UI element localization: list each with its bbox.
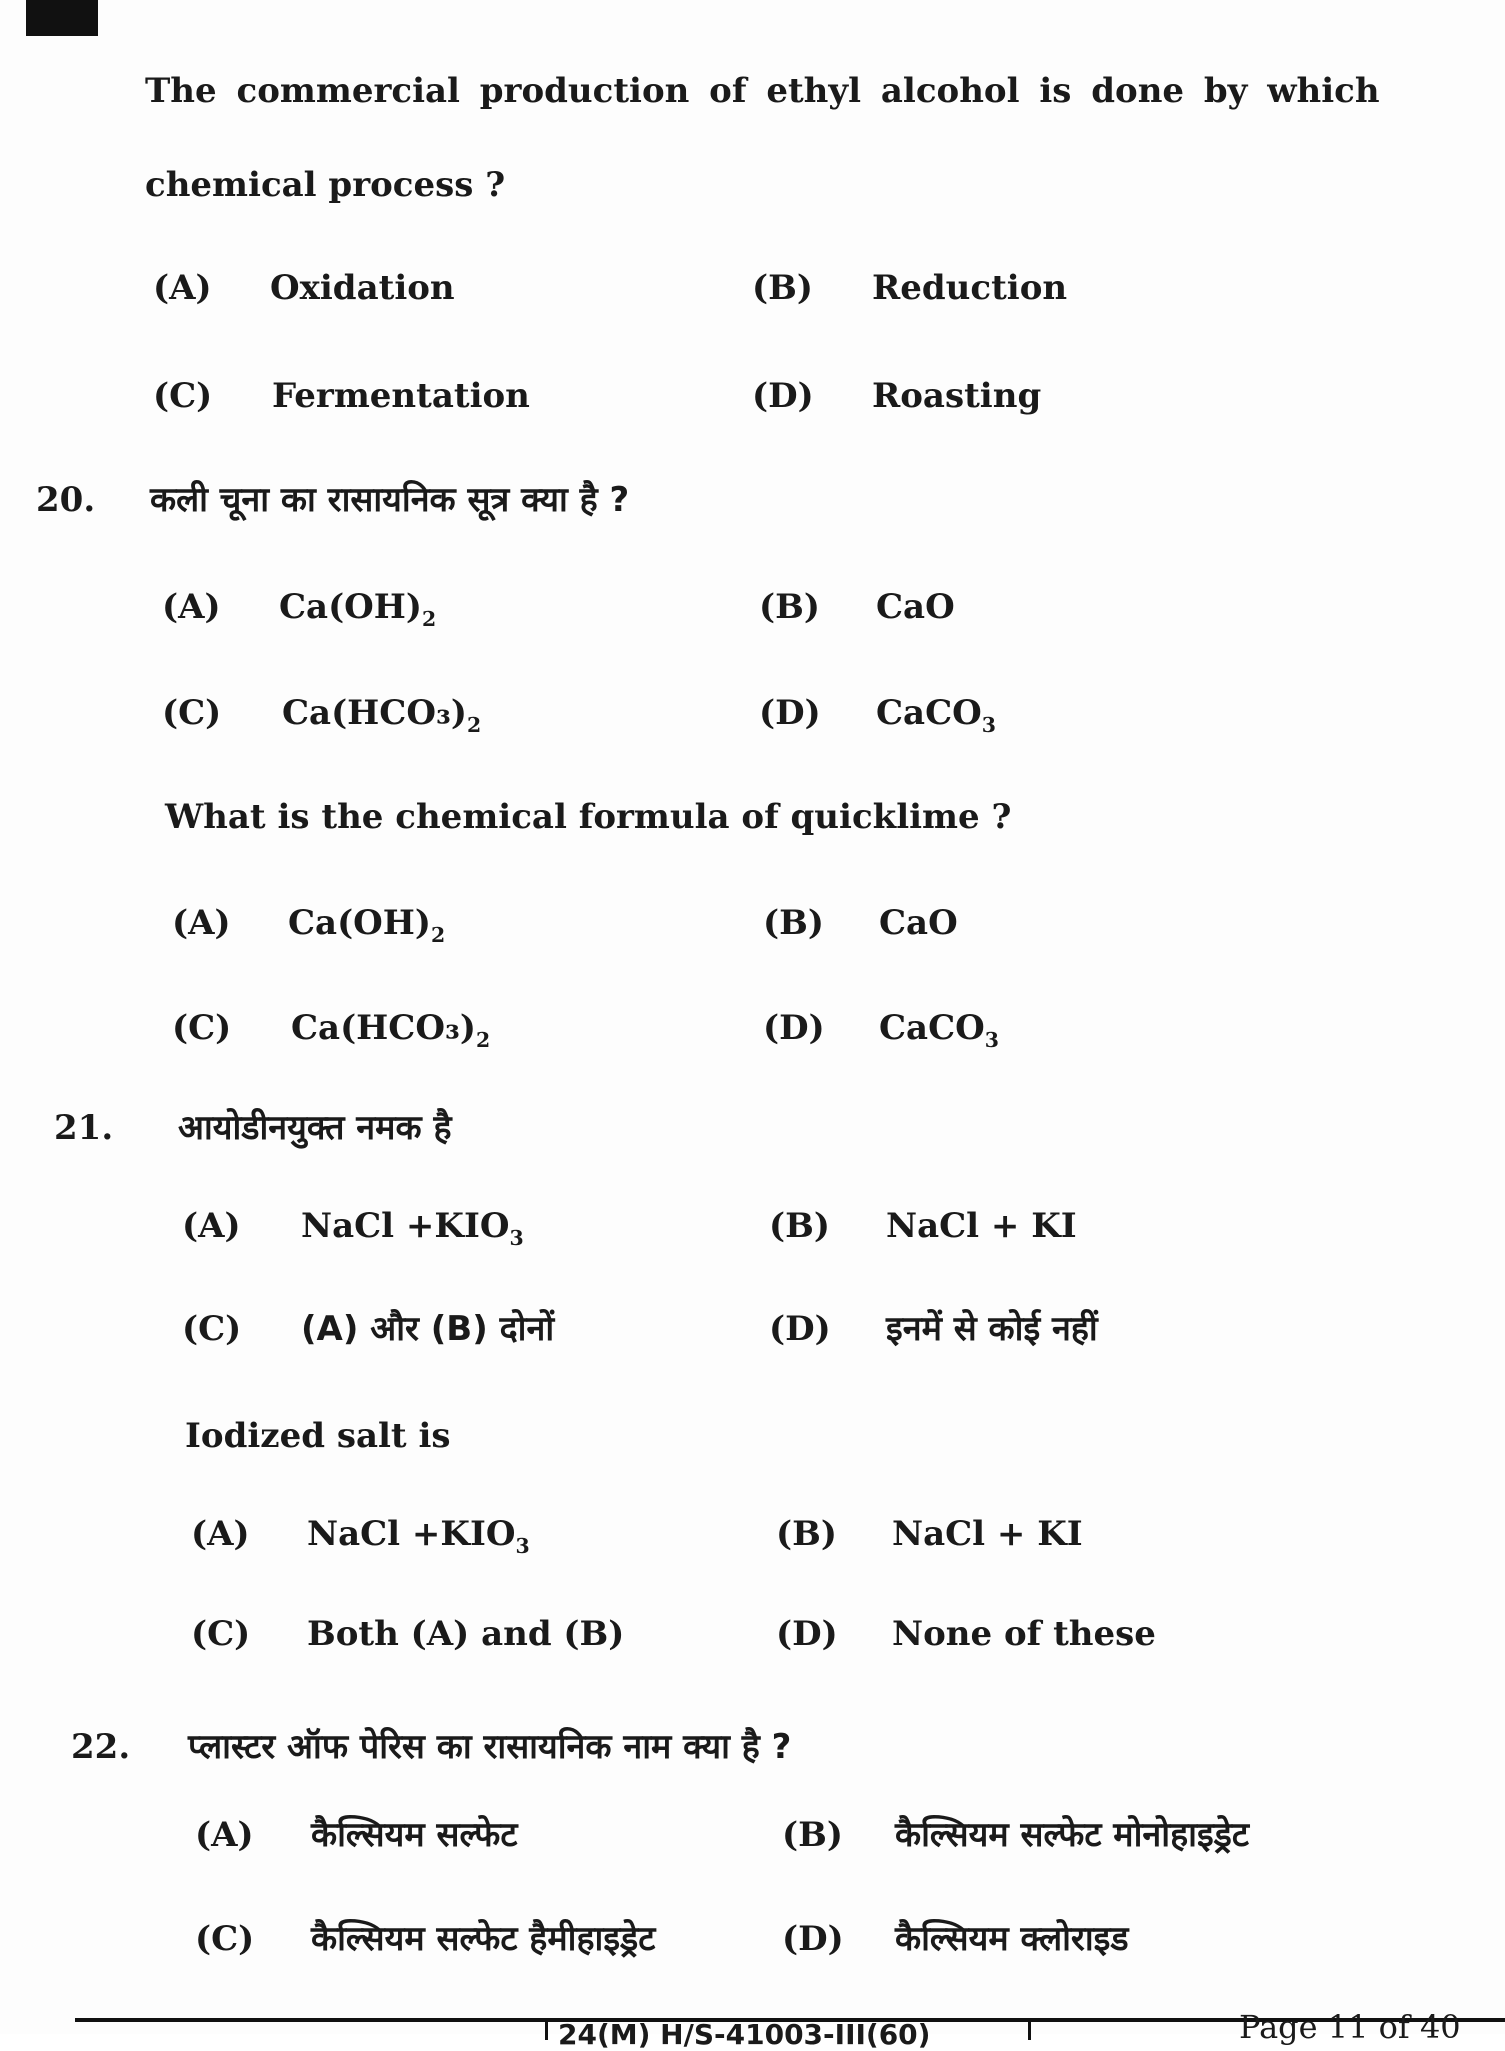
q22-a: कैल्सियम सल्फेट	[311, 1815, 518, 1855]
q20-e-b: CaO	[879, 903, 958, 943]
q19-opt-d: Roasting	[872, 376, 1042, 416]
q22-a-label: (A)	[195, 1815, 254, 1855]
q19-opt-b-label: (B)	[752, 268, 813, 308]
q20-h-b-label: (B)	[759, 587, 820, 627]
q21-h-a: NaCl $+KIO_3$	[301, 1206, 524, 1250]
q21-english-text: Iodized salt is	[185, 1416, 451, 1456]
q22-hindi-text: प्लास्टर ऑफ पेरिस का रासायनिक नाम क्या है ?	[188, 1727, 792, 1767]
q19-opt-b: Reduction	[872, 268, 1068, 308]
q21-e-d-label: (D)	[776, 1614, 838, 1654]
q21-h-c-label: (C)	[182, 1309, 242, 1349]
q21-h-b: NaCl + KI	[886, 1206, 1077, 1246]
q19-opt-c: Fermentation	[272, 376, 530, 416]
q22-d-label: (D)	[782, 1919, 844, 1959]
q19-opt-a: Oxidation	[270, 268, 455, 308]
q20-hindi-text: कली चूना का रासायनिक सूत्र क्या है ?	[150, 480, 630, 520]
q21-e-c-label: (C)	[191, 1614, 251, 1654]
q19-text-line2: chemical process ?	[145, 165, 506, 205]
q20-h-b: CaO	[876, 587, 955, 627]
q20-e-d: CaCO$_3$	[879, 1008, 999, 1052]
q22-number: 22.	[71, 1727, 131, 1767]
q20-e-a: $Ca(OH)_2$	[288, 903, 446, 947]
q20-h-d: CaCO$_3$	[876, 693, 996, 737]
q21-h-d-label: (D)	[769, 1309, 831, 1349]
q21-e-d: None of these	[892, 1614, 1156, 1654]
q20-e-c-label: (C)	[172, 1008, 232, 1048]
q21-e-c: Both (A) and (B)	[307, 1614, 625, 1654]
q21-e-b: NaCl + KI	[892, 1514, 1083, 1554]
q20-english-text: What is the chemical formula of quicklime ?	[165, 797, 1012, 837]
page-corner-mark	[26, 0, 98, 36]
q21-number: 21.	[54, 1108, 114, 1148]
q21-hindi-text: आयोडीनयुक्त नमक है	[178, 1108, 452, 1148]
q20-h-a-label: (A)	[162, 587, 221, 627]
q20-e-a-label: (A)	[172, 903, 231, 943]
q21-e-a: NaCl $+KIO_3$	[307, 1514, 530, 1558]
q20-number: 20.	[36, 480, 96, 520]
q19-opt-a-label: (A)	[153, 268, 212, 308]
q20-h-c-label: (C)	[162, 693, 222, 733]
q21-h-b-label: (B)	[769, 1206, 830, 1246]
q21-h-a-label: (A)	[182, 1206, 241, 1246]
q19-opt-d-label: (D)	[752, 376, 814, 416]
q22-c-label: (C)	[195, 1919, 255, 1959]
q19-text-line1: The commercial production of ethyl alcohol is done by which	[145, 71, 1380, 111]
q20-e-b-label: (B)	[763, 903, 824, 943]
q22-b-label: (B)	[782, 1815, 843, 1855]
q21-e-b-label: (B)	[776, 1514, 837, 1554]
q21-h-c: (A) और (B) दोनों	[301, 1309, 555, 1349]
q22-c: कैल्सियम सल्फेट हैमीहाइड्रेट	[311, 1919, 656, 1959]
q20-e-d-label: (D)	[763, 1008, 825, 1048]
footer-paper-code: 24(M) H/S-41003-III(60)	[545, 2020, 1031, 2040]
q20-h-d-label: (D)	[759, 693, 821, 733]
q22-d: कैल्सियम क्लोराइड	[895, 1919, 1129, 1959]
q21-h-d: इनमें से कोई नहीं	[886, 1309, 1098, 1349]
q21-e-a-label: (A)	[191, 1514, 250, 1554]
q20-h-c: $Ca(HCO_3)_2$	[282, 693, 482, 737]
q20-e-c: $Ca(HCO_3)_2$	[291, 1008, 491, 1052]
q20-h-a: $Ca(OH)_2$	[279, 587, 437, 631]
q22-b: कैल्सियम सल्फेट मोनोहाइड्रेट	[895, 1815, 1249, 1855]
q19-opt-c-label: (C)	[153, 376, 213, 416]
footer-page-number: Page 11 of 40	[1239, 2008, 1461, 2046]
